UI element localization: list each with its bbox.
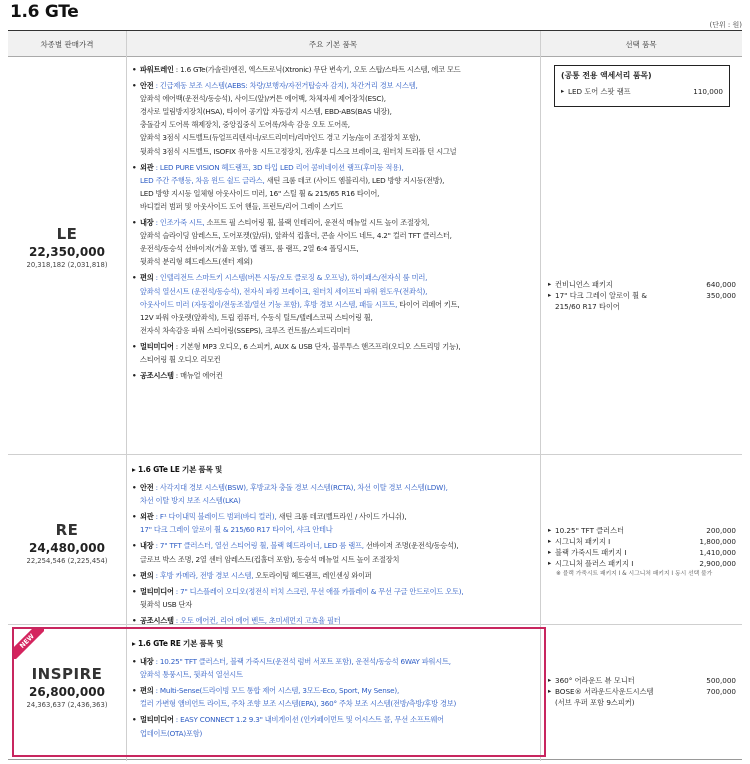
option-item: ▸ 시그니처 패키지 I 1,800,000 <box>548 536 736 547</box>
price-table <box>8 30 742 760</box>
feature-item: • 외관 : F¹ 다이내믹 블레이드 범퍼(바디 컬러), 새틴 크롬 데코(벨트라인 / 사이드 가니쉬), 17" 다크 그레이 알로이 휠 & 215/60 R17 타이어, 샤크 안테나 <box>132 510 542 536</box>
feature-item: • 내장 : 7" TFT 클러스터, 열선 스티어링 휠, 블랙 헤드라이너, LED 룸 램프, 선바이저 조명(운전석/동승석), 글로브 박스 조명, 2열 센터 암레스트(컵홀더 포함), 동승석 메뉴얼 시트 높이 조절장치 <box>132 539 542 565</box>
feature-item: • 편의 : 인텔리전트 스마트키 시스템(버튼 시동/오토 클로징 & 오프닝), 하이패스/전자식 룸 미러, 앞좌석 열선시트 (운전석/동승석), 전자식 파킹 브레이크, 원터치 세이프티 파워 윈도우(전좌석), 아웃사이드 미러 (자동접이/전동조절/열선 기능 포함), 후방 경보 시스템, 패들 시프트, 타이어 리페어 키트, 12V 파워 아웃렛(앞좌석), 트립 컴퓨터, 수동식 틸트/텔레스코픽 스티어링 휠, 전자식 차속감응 파워 스티어링(SSEPS), 크루즈 컨트롤/스피드리미터 <box>132 271 542 336</box>
option-list <box>548 525 736 579</box>
feature-list <box>132 463 542 630</box>
option-note: ※ 블랙 가죽시트 패키지 I & 시그니처 패키지 I 동시 선택 불가 <box>556 571 713 577</box>
feature-item: • 안전 : 긴급제동 보조 시스템(AEBS: 차량/보행자/자전거탑승자 감지), 차간거리 경보 시스템, 앞좌석 에어백(운전석/동승석), 사이드(앞)/커튼 에어백, 차체자세 제어장치(ESC), 경사로 밀림방지장치(HSA), 타이어 공기압 자동감지 시스템, EBD-ABS(BAS 내장), 충돌감지 도어록 해제장치, 중앙집중식 도어록/차속 감응 오토 도어록, 앞좌석 3점식 시트벨트(듀얼프리텐셔너/로드리미터/리마인드 경고 기능/높이 조절장치 포함), 뒷좌석 3점식 시트벨트, ISOFIX 유아용 시트고정장치, 전/후륜 디스크 브레이크, 원터치 트리플 턴 시그널 <box>132 79 542 158</box>
inspire-highlight-box <box>12 627 546 757</box>
feature-item: • 편의 : Multi-Sense(드라이빙 모드 통합 제어 시스템, 3모드-Eco, Sport, My Sense), 컬러 가변형 앰비언트 라이트, 주차 조향 보조 시스템(EPA), 360° 주차 보조 시스템(전방/측방/후방 경보) <box>132 684 542 710</box>
option-list <box>548 675 736 708</box>
trim-info <box>8 521 126 565</box>
header-price: 차종별 판매가격 <box>40 40 94 49</box>
option-item: ▸ 17" 다크 그레이 알로이 휠 & 350,000 <box>548 290 736 301</box>
feature-item: • 공조시스템 : 오토 에어컨, 리어 에어 벤트, 초미세먼지 고효율 필터 <box>132 614 542 627</box>
trim-row-le <box>8 57 742 455</box>
feature-item: • 공조시스템 : 매뉴얼 에어컨 <box>132 369 542 382</box>
header-features: 주요 기본 품목 <box>308 40 358 49</box>
trim-price-breakdown: 20,318,182 (2,031,818) <box>26 261 108 269</box>
option-item: ▸ BOSE® 서라운드사운드시스템 700,000 <box>548 686 736 697</box>
feature-item: • 멀티미디어 : EASY CONNECT 1.2 9.3" 내비게이션 (인카페이먼트 및 어시스트 콜, 무선 소프트웨어 업데이트(OTA)포함) <box>132 713 542 739</box>
trim-name: RE <box>55 521 79 539</box>
accessory-box <box>554 65 730 107</box>
trim-price-breakdown: 24,363,637 (2,436,363) <box>26 701 108 709</box>
trim-price-breakdown: 22,254,546 (2,225,454) <box>26 557 108 565</box>
option-item: ▸ 10.25" TFT 클러스터 200,000 <box>548 525 736 536</box>
base-features-label: ▸ 1.6 GTe LE 기본 품목 및 <box>132 465 223 474</box>
feature-item: • 멀티미디어 : 7" 디스플레이 오디오(정전식 터치 스크린, 무선 애플 카플레이 & 무선 구글 안드로이드 오토), 뒷좌석 USB 단자 <box>132 585 542 611</box>
trim-price: 26,800,000 <box>29 685 105 699</box>
trim-price: 24,480,000 <box>29 541 105 555</box>
accessory-title: (공통 전용 액세서리 품목) <box>561 71 652 80</box>
option-item: ▸ 360° 어라운드 뷰 모니터 500,000 <box>548 675 736 686</box>
feature-item: • 내장 : 10.25" TFT 클러스터, 블랙 가죽시트(운전석 럼버 서포트 포함), 운전석/동승석 6WAY 파워시트, 앞좌석 통풍시트, 뒷좌석 열선시트 <box>132 655 542 681</box>
table-header <box>8 31 742 57</box>
header-options: 선택 품목 <box>625 40 657 49</box>
page-title: 1.6 GTe <box>10 2 79 22</box>
trim-name: LE <box>56 225 78 243</box>
feature-item: • 편의 : 후방 카메라, 전방 경보 시스템, 오토라이팅 헤드램프, 레인센싱 와이퍼 <box>132 569 542 582</box>
trim-price: 22,350,000 <box>29 245 105 259</box>
trim-row-re <box>8 455 742 625</box>
trim-name: INSPIRE <box>31 665 103 683</box>
option-item: ▸ 블랙 가죽시트 패키지 I 1,410,000 <box>548 547 736 558</box>
new-badge: NEW <box>14 629 44 659</box>
option-list <box>548 279 736 312</box>
base-features-label: ▸ 1.6 GTe RE 기본 품목 및 <box>132 639 224 648</box>
feature-item: • 파워트레인 : 1.6 GTe(가솔린)엔진, 엑스트로닉(Xtronic) 무단 변속기, 오토 스탑/스타트 시스템, 에코 모드 <box>132 63 542 76</box>
option-item-continued: 215/60 R17 타이어 <box>555 302 620 311</box>
option-item: ▸ 시그니처 플러스 패키지 I 2,900,000 <box>548 558 736 569</box>
feature-item: • 외관 : LED PURE VISION 헤드램프, 3D 타입 LED 리어 콤비네이션 램프(후미등 적용), LED 주간 주행등, 차음 윈드 쉴드 글라스, 새틴 크롬 데코 (사이드 엠블리셔), LED 방향 지시등(전방), LED 방향 지시등 일체형 아웃사이드 미러, 16" 스틸 휠 & 215/65 R16 타이어, 바디컬러 범퍼 및 아웃사이드 도어 핸들, 프런트/리어 그레이 스키드 <box>132 161 542 213</box>
feature-item: • 안전 : 사각지대 경보 시스템(BSW), 후방교차 충돌 경보 시스템(RCTA), 차선 이탈 경보 시스템(LDW), 차선 이탈 방지 보조 시스템(LKA) <box>132 481 542 507</box>
option-item: ▸ 컨비니언스 패키지 640,000 <box>548 279 736 290</box>
option-item-continued: (서브 우퍼 포함 9스피커) <box>555 698 635 707</box>
accessory-item: ▸ LED 도어 스팟 램프 110,000 <box>561 87 723 97</box>
feature-item: • 내장 : 인조가죽 시트, 소프트 필 스티어링 휠, 블랙 인테리어, 운전석 메뉴얼 시트 높이 조절장치, 앞좌석 슬라이딩 암레스트, 도어포켓(앞/뒤), 앞좌석 컵홀더, 콘솔 사이드 네트, 4.2" 컬러 TFT 클러스터, 운전석/동승석 선바이저(거울 포함), 맵 램프, 룸 램프, 2열 6:4 폴딩시트, 뒷좌석 분리형 헤드레스트(센터 제외) <box>132 216 542 268</box>
trim-info <box>8 225 126 269</box>
feature-list <box>132 63 542 385</box>
feature-item: • 멀티미디어 : 기본형 MP3 오디오, 6 스피커, AUX & USB 단자, 블루투스 핸즈프리(오디오 스트리밍 기능), 스티어링 휠 오디오 리모컨 <box>132 340 542 366</box>
unit-label: (단위 : 원) <box>709 21 742 29</box>
